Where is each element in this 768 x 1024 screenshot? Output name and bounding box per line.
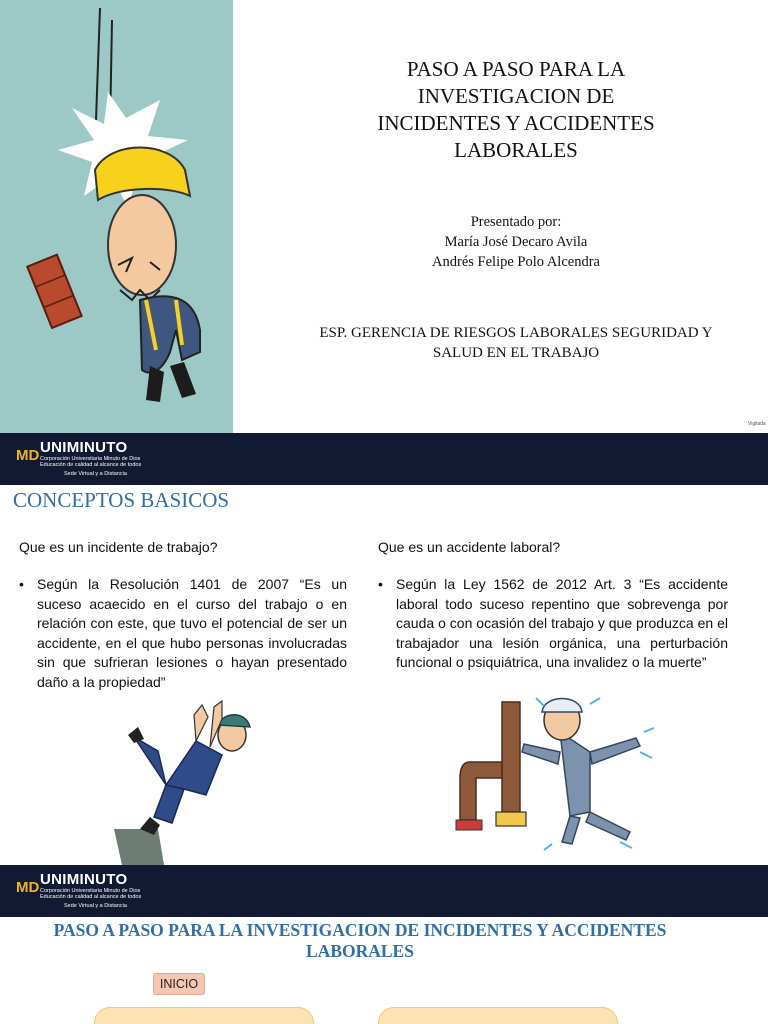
accident-column (378, 537, 728, 673)
section-title: CONCEPTOS BASICOS (13, 488, 230, 512)
brand-bar (0, 433, 768, 485)
author-name: María José Decaro Avila (444, 234, 588, 250)
uniminuto-logo (16, 871, 196, 911)
accident-definition-text: Según la Ley 1562 de 2012 Art. 3 “Es accidente laboral todo suceso repentino que sobrevenga por cauda o con ocasión del trabajo y que produzca en el trabajador una lesión orgánica, una perturbación funcional o psiquiátrica, una invalidez o la muerte” (396, 576, 728, 670)
author-name: Andrés Felipe Polo Alcendra (432, 254, 600, 270)
concepts-slide (0, 485, 768, 865)
brand-bar (0, 865, 768, 917)
process-step-box (378, 1007, 618, 1024)
falling-brick-worker-illustration (0, 0, 233, 433)
presentation-title: PASO A PASO PARA LA INVESTIGACION DE INCIDENTES Y ACCIDENTES LABORALES (377, 57, 655, 162)
bullet: • (19, 576, 24, 592)
bullet: • (378, 576, 383, 592)
title-slide (0, 0, 768, 433)
uniminuto-mark-icon (16, 441, 40, 465)
svg-text:MD: MD (16, 879, 40, 896)
presented-label: Presentado por: (470, 214, 562, 230)
brand-subtitle: Corporación Universitaria Minuto de Dios (40, 888, 141, 894)
brand-name: UNIMINUTO (40, 439, 128, 456)
worker-falling-off-ledge-icon (114, 697, 264, 865)
process-slide (0, 917, 768, 1024)
brand-tagline: Educación de calidad al alcance de todos (40, 894, 142, 900)
worker-falling-illustration (114, 697, 264, 865)
brand-name: UNIMINUTO (40, 871, 128, 888)
worker-electrocuted-illustration (440, 692, 665, 852)
incident-question: Que es un incidente de trabajo? (19, 539, 218, 555)
accident-definition (378, 575, 728, 673)
uniminuto-mark-icon (16, 873, 40, 897)
process-title: PASO A PASO PARA LA INVESTIGACION DE INCIDENTES Y ACCIDENTES LABORALES (53, 920, 667, 961)
brand-subtitle: Corporación Universitaria Minuto de Dios (40, 456, 141, 462)
uniminuto-logo (16, 439, 196, 479)
brand-campus: Sede Virtual y a Distancia (64, 471, 127, 477)
process-step-box (94, 1007, 314, 1024)
svg-text:MD: MD (16, 447, 40, 464)
brand-tagline: Educación de calidad al alcance de todos (40, 462, 142, 468)
worker-electric-shock-icon (440, 692, 665, 852)
incident-definition (19, 575, 347, 692)
incident-definition-text: Según la Resolución 1401 de 2007 “Es un suceso acaecido en el curso del trabajo o en relación con este, que tuvo el potencial de ser un accidente, en el que hubo personas involucradas sin que sufrieran lesiones o hayan presentado daño a la propiedad” (37, 576, 347, 690)
vigilada-note: Vigilada (748, 421, 766, 427)
construction-worker-hit-by-brick-icon (0, 0, 233, 433)
presenters-block (380, 212, 652, 272)
incident-column (19, 537, 347, 692)
brand-campus: Sede Virtual y a Distancia (64, 903, 127, 909)
accident-question: Que es un accidente laboral? (378, 539, 561, 555)
start-box: INICIO (153, 973, 205, 995)
program-name: ESP. GERENCIA DE RIESGOS LABORALES SEGURIDAD Y SALUD EN EL TRABAJO (319, 325, 713, 361)
